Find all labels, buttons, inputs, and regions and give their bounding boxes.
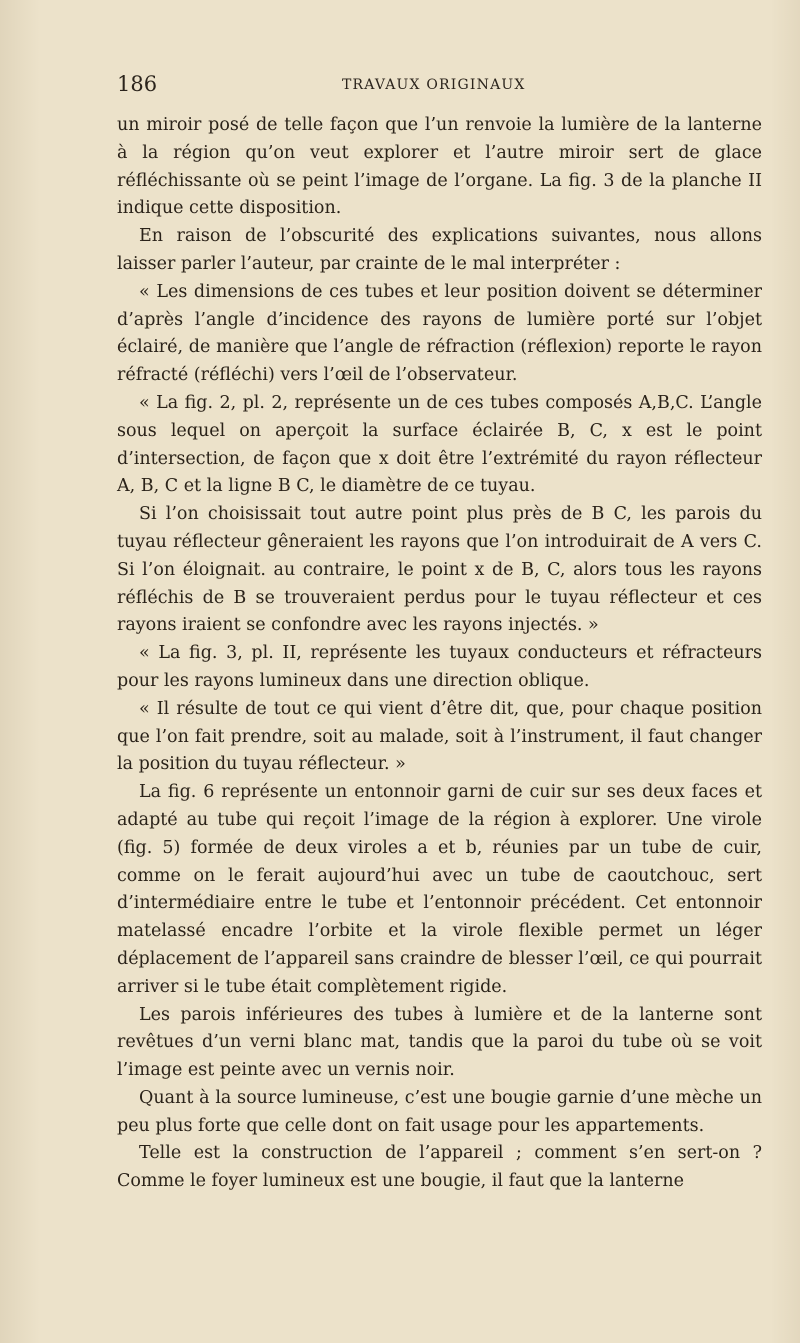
- quoted-paragraph: « La fig. 3, pl. II, représente les tuyaux conducteurs et réfracteurs pour les rayons lumineux dans une direction oblique.: [117, 643, 762, 691]
- paragraph: Telle est la construction de l’appareil ; comment s’en sert-on ? Comme le foyer lumineux est une bougie, il faut que la lanterne: [117, 1143, 762, 1192]
- page-header: [117, 68, 762, 98]
- quoted-paragraph: « Il résulte de tout ce qui vient d’être dit, que, pour chaque position que l’on fait prendre, soit au malade, soit à l’instrument, il faut changer la position du tuyau réflecteur. »: [117, 698, 762, 775]
- paragraph: En raison de l’obscurité des explications suivantes, nous allons laisser parler l’auteur, par crainte de le mal interpréter :: [117, 226, 762, 274]
- running-head: TRAVAUX ORIGINAUX: [342, 77, 526, 93]
- page-number: 186: [117, 72, 158, 96]
- paragraph: La fig. 6 représente un entonnoir garni de cuir sur ses deux faces et adapté au tube qui reçoit l’image de la région à explorer. Une virole (fig. 5) formée de deux viroles a et b, réunies par un tube de cuir, comme on le ferait aujourd’hui avec un tube de caoutchouc, sert d’intermédiaire entre le tube et l’entonnoir précédent. Cet entonnoir matelassé encadre l’orbite et la virole flexible permet un léger déplacement de l’appareil sans craindre de blesser l’œil, ce qui pourrait arriver si le tube était complètement rigide.: [117, 782, 762, 997]
- paragraph: Les parois inférieures des tubes à lumière et de la lanterne sont revêtues d’un verni blanc mat, tandis que la paroi du tube où se voit l’image est peinte avec un vernis noir.: [117, 1004, 762, 1081]
- paragraph: un miroir posé de telle façon que l’un renvoie la lumière de la lanterne à la région qu’on veut explorer et l’autre miroir sert de glace réfléchissante où se peint l’image de l’organe. La fig. 3 de la planche II indique cette disposition.: [117, 115, 762, 219]
- body-text: [117, 112, 762, 1196]
- paragraph: Quant à la source lumineuse, c’est une bougie garnie d’une mèche un peu plus forte que celle dont on fait usage pour les appartements.: [117, 1087, 762, 1136]
- quoted-paragraph: « Les dimensions de ces tubes et leur position doivent se déterminer d’après l’angle d’incidence des rayons de lumière porté sur l’objet éclairé, de manière que l’angle de réfraction (réflexion) reporte le rayon réfracté (réfléchi) vers l’œil de l’observateur.: [117, 281, 762, 386]
- quoted-paragraph: « La fig. 2, pl. 2, représente un de ces tubes composés A,B,C. L’angle sous lequel on aperçoit la surface éclairée B, C, x est le point d’intersection, de façon que x doit être l’extrémité du rayon réflecteur A, B, C et la ligne B C, le diamètre de ce tuyau.: [117, 392, 762, 497]
- quoted-paragraph: Si l’on choisissait tout autre point plus près de B C, les parois du tuyau réflecteur gêneraient les rayons que l’on introduirait de A vers C. Si l’on éloignait. au contraire, le point x de B, C, alors tous les rayons réfléchis de B se trouveraient perdus pour le tuyau réflecteur et ces rayons iraient se confondre avec les rayons injectés. »: [117, 504, 762, 636]
